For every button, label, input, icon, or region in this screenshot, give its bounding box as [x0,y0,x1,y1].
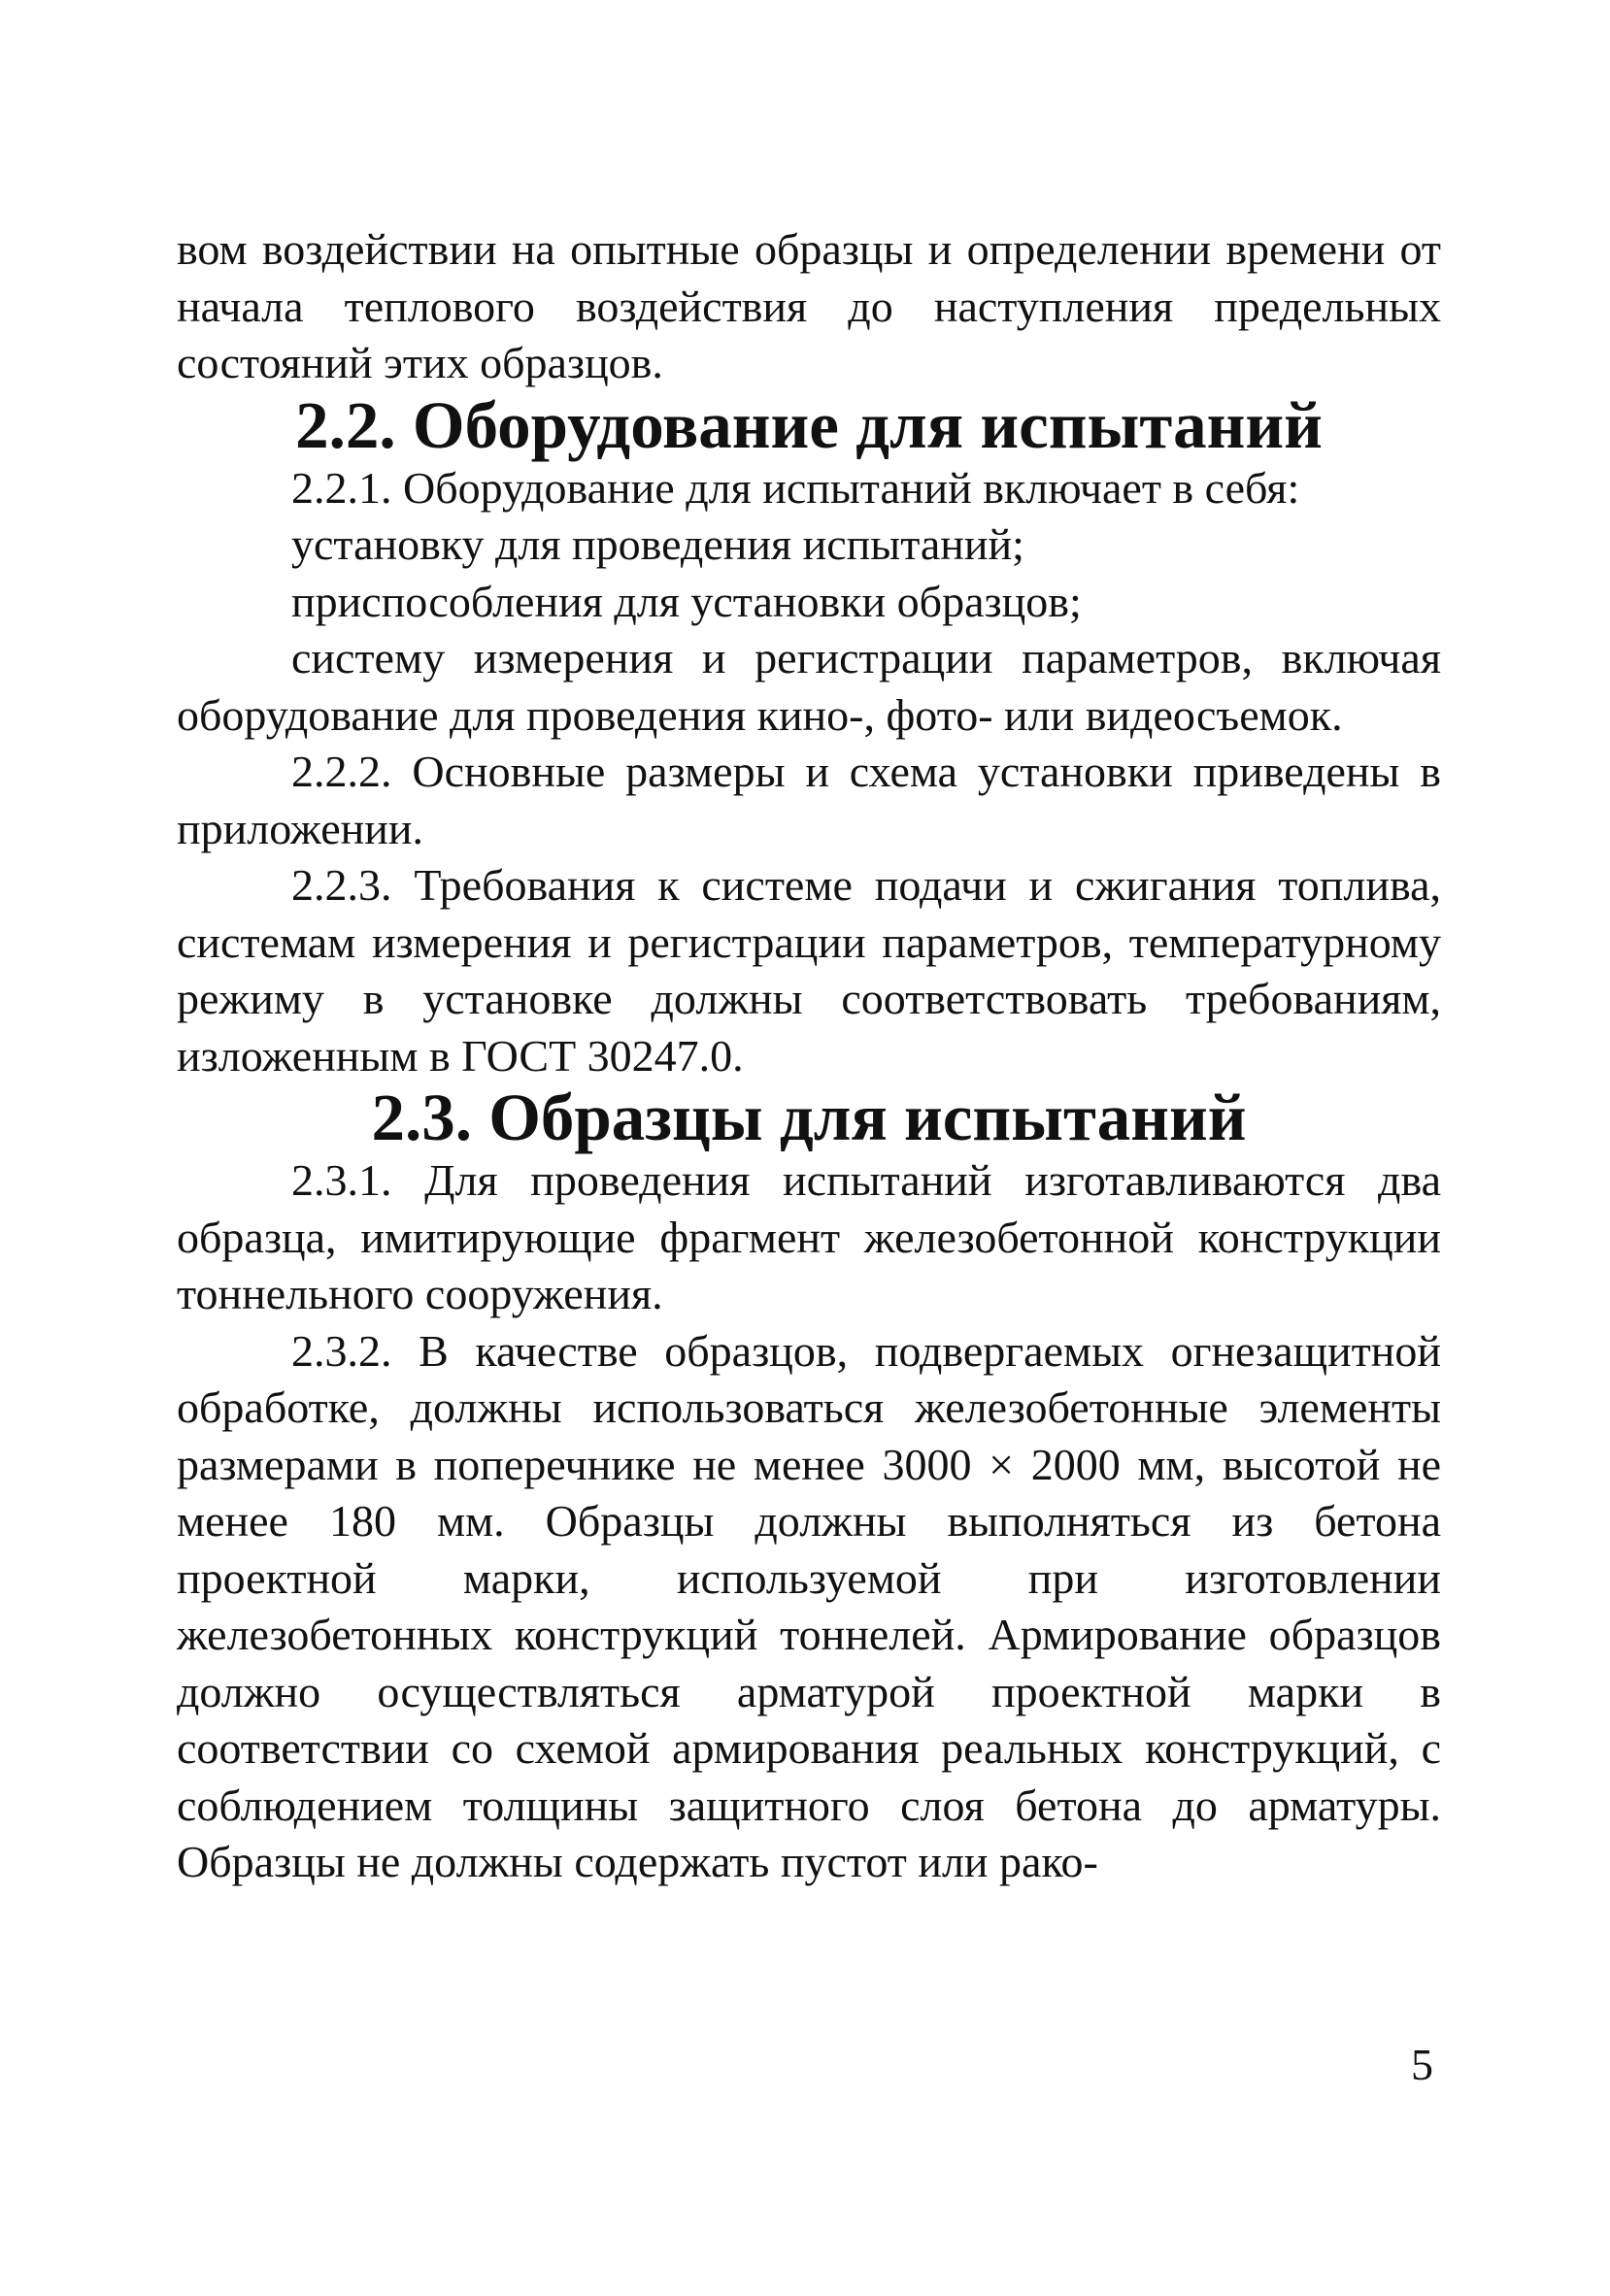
paragraph-2-2-3: 2.2.3. Требования к системе подачи и сжигания топлива, системам измерения и регистрации параметров, температурному режиму в установке должны соответствовать требованиям, изложенным в ГОСТ 30247.0. [177,860,1441,1081]
list-item-installation: установку для проведения испытаний; [291,519,1024,569]
section-heading-2-2: 2.2. Оборудование для испытаний [295,387,1323,462]
section-heading-2-3: 2.3. Образцы для испытаний [371,1081,1247,1154]
paragraph-intro: вом воздействии на опытные образцы и определении времени от начала теплового воздействия до наступления предельных состояний этих образцов. [177,224,1441,387]
paragraph-measurement-system: систему измерения и регистрации параметров, включая оборудование для проведения кино-, фото- или видеосъемок. [177,633,1441,740]
paragraph-2-2-1: 2.2.1. Оборудование для испытаний включает в себя: [291,462,1300,513]
list-item-fixtures: приспособления для установки образцов; [291,576,1082,626]
paragraph-2-3-2: 2.3.2. В качестве образцов, подвергаемых огнезащитной обработке, должны использоваться железобетонные элементы размерами в поперечнике не менее 3000 × 2000 мм, высотой не менее 180 мм. Образцы должны выполняться из бетона проектной марки, используемой при изготовлении железобетонных конструкций тоннелей. Армирование образцов должно осуществляться арматурой проектной марки в соответствии со схемой армирования реальных конструкций, с соблюдением толщины защитного слоя бетона до арматуры. Образцы не должны содержать пустот или рако- [177,1325,1441,1886]
paragraph-2-3-1: 2.3.1. Для проведения испытаний изготавливаются два образца, имитирующие фрагмент железобетонной конструкции тоннельного сооружения. [177,1155,1441,1318]
page-number: 5 [1411,2040,1433,2089]
page-body [177,221,1441,1891]
paragraph-2-2-2: 2.2.2. Основные размеры и схема установки приведены в приложении. [177,747,1441,853]
